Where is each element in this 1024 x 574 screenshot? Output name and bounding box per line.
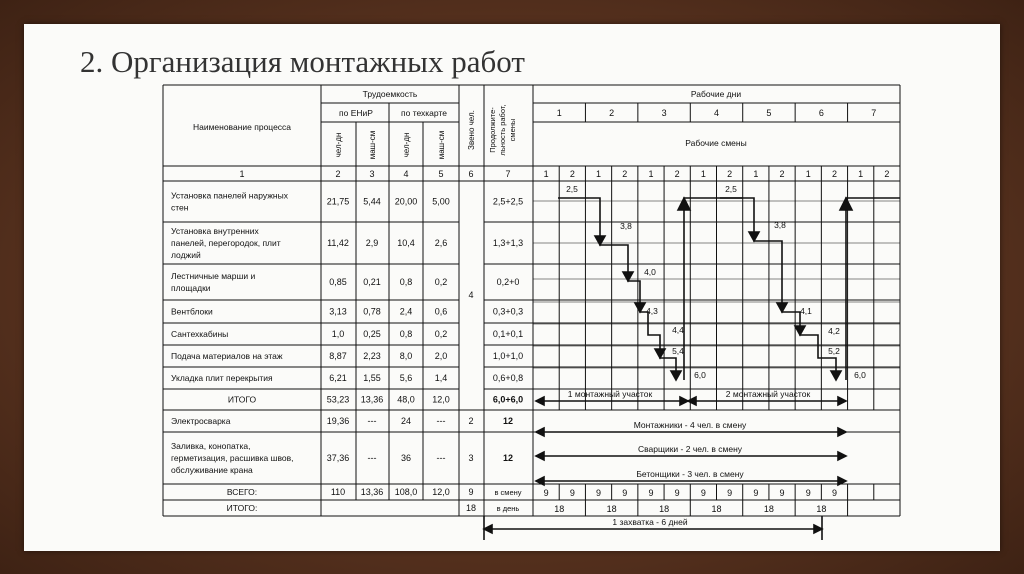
shift-number: 1 bbox=[543, 169, 549, 179]
process-name: Сантехкабины bbox=[171, 329, 229, 339]
value-duration: 1,3+1,3 bbox=[492, 238, 524, 248]
shift-number: 1 bbox=[700, 169, 706, 179]
arrowhead-down bbox=[777, 303, 787, 312]
section-2-span-arrow-right bbox=[838, 397, 846, 405]
per-shift-count: 9 bbox=[700, 488, 706, 498]
arrowhead-down bbox=[623, 272, 633, 281]
value-enir-man-days: 21,75 bbox=[326, 196, 350, 207]
arrowhead-down bbox=[655, 349, 665, 358]
value-techmap-man-days: 108,0 bbox=[394, 487, 418, 497]
shift-number: 2 bbox=[831, 169, 837, 179]
value-duration: 0,3+0,3 bbox=[492, 306, 524, 317]
per-shift-count: 9 bbox=[622, 488, 628, 498]
arrowhead-down bbox=[749, 232, 759, 241]
header-day-number: 4 bbox=[713, 108, 720, 118]
shift-number: 2 bbox=[884, 169, 890, 179]
value-techmap-man-days: 0,8 bbox=[399, 277, 413, 287]
header-day-number: 3 bbox=[661, 108, 667, 118]
header-labor: Трудоемкость bbox=[362, 89, 418, 99]
header-crew: Звено чел. bbox=[467, 110, 476, 150]
gantt-duration-label: 3,8 bbox=[620, 221, 632, 231]
value-enir-machine-shifts: 2,23 bbox=[363, 351, 381, 361]
header-man-days: чел-дн bbox=[402, 132, 411, 158]
column-number: 3 bbox=[369, 169, 375, 179]
header-day-number: 2 bbox=[609, 108, 615, 118]
value-enir-machine-shifts: --- bbox=[367, 416, 377, 426]
shift-number: 1 bbox=[805, 169, 811, 179]
process-name: лоджий bbox=[171, 250, 201, 260]
value-enir-man-days: 0,85 bbox=[329, 277, 347, 287]
concreters-span-label: Бетонщики - 3 чел. в смену bbox=[636, 469, 744, 479]
per-day-count: 18 bbox=[606, 504, 617, 514]
gantt-duration-label: 6,0 bbox=[694, 370, 706, 380]
value-enir-machine-shifts: 5,44 bbox=[363, 196, 381, 207]
value-duration: 12 bbox=[502, 416, 514, 426]
per-day-count: 18 bbox=[711, 504, 722, 514]
arrowhead-down bbox=[671, 371, 681, 380]
process-name: обслуживание крана bbox=[171, 465, 253, 475]
per-shift-count: 9 bbox=[753, 488, 759, 498]
gantt-duration-label: 4,0 bbox=[644, 267, 656, 277]
value-techmap-man-days: 20,00 bbox=[394, 196, 418, 207]
header-machine-shifts: маш-см bbox=[437, 130, 446, 160]
process-name: Укладка плит перекрытия bbox=[171, 373, 273, 383]
value-enir-man-days: 37,36 bbox=[326, 453, 350, 463]
gantt-duration-label: 2,5 bbox=[725, 184, 737, 194]
welders-span-label: Сварщики - 2 чел. в смену bbox=[637, 444, 743, 454]
per-shift-count: 9 bbox=[727, 488, 733, 498]
process-name: Электросварка bbox=[171, 416, 231, 426]
value-enir-man-days: 53,23 bbox=[326, 394, 350, 405]
header-by-enir: по ЕНиР bbox=[339, 108, 373, 118]
section-2-span-arrow-left bbox=[688, 397, 696, 405]
value-techmap-man-days: 48,0 bbox=[397, 394, 415, 405]
header-machine-shifts: маш-см bbox=[368, 130, 377, 160]
gantt-return-line-1 bbox=[684, 198, 743, 380]
column-number: 7 bbox=[505, 169, 511, 179]
per-day-count: 18 bbox=[816, 504, 827, 514]
value-enir-machine-shifts: 0,21 bbox=[363, 277, 381, 287]
process-name: Вентблоки bbox=[171, 306, 213, 317]
value-duration: в смену bbox=[494, 488, 522, 497]
value-duration: 0,6+0,8 bbox=[492, 373, 524, 383]
value-techmap-machine-shifts: 2,6 bbox=[434, 238, 448, 248]
value-enir-machine-shifts: 0,78 bbox=[363, 306, 381, 317]
column-number: 4 bbox=[403, 169, 409, 179]
header-day-number: 1 bbox=[556, 108, 562, 118]
header-process-name: Наименование процесса bbox=[192, 122, 292, 132]
value-enir-machine-shifts: --- bbox=[367, 453, 377, 463]
per-day-count: 18 bbox=[659, 504, 670, 514]
value-enir-machine-shifts: 1,55 bbox=[363, 373, 381, 383]
slide-title: 2. Организация монтажных работ bbox=[80, 44, 525, 79]
process-name: герметизация, расшивка швов, bbox=[171, 453, 294, 463]
header-duration: смены bbox=[508, 118, 517, 142]
header-day-number: 6 bbox=[818, 108, 824, 118]
value-enir-machine-shifts: 0,25 bbox=[363, 329, 381, 339]
shift-number: 2 bbox=[779, 169, 785, 179]
per-shift-count: 9 bbox=[543, 488, 549, 498]
process-name: ВСЕГО: bbox=[226, 487, 258, 497]
process-name: Установка внутренних bbox=[171, 226, 259, 236]
value-techmap-man-days: 2,4 bbox=[399, 306, 413, 317]
header-working-days: Рабочие дни bbox=[690, 89, 742, 99]
value-techmap-machine-shifts: 0,6 bbox=[434, 306, 448, 317]
value-enir-man-days: 3,13 bbox=[329, 306, 347, 317]
value-enir-man-days: 19,36 bbox=[326, 416, 350, 426]
process-name: стен bbox=[171, 202, 189, 213]
value-enir-man-days: 110 bbox=[330, 487, 346, 497]
value-techmap-man-days: 36 bbox=[400, 453, 412, 463]
value-enir-machine-shifts: 13,36 bbox=[360, 394, 384, 405]
value-techmap-man-days: 8,0 bbox=[399, 351, 413, 361]
value-enir-man-days: 8,87 bbox=[329, 351, 347, 361]
value-techmap-machine-shifts: 12,0 bbox=[432, 487, 450, 497]
shift-number: 1 bbox=[753, 169, 759, 179]
per-day-count: 18 bbox=[763, 504, 774, 514]
value-techmap-machine-shifts: --- bbox=[436, 453, 446, 463]
gantt-return-line-2 bbox=[846, 198, 900, 380]
value-enir-machine-shifts: 13,36 bbox=[360, 487, 384, 497]
gantt-duration-label: 3,8 bbox=[774, 220, 786, 230]
column-number: 5 bbox=[438, 169, 444, 179]
process-name: Лестничные марши и bbox=[171, 271, 256, 281]
section-2-span-label: 2 монтажный участок bbox=[725, 389, 811, 399]
value-enir-man-days: 6,21 bbox=[329, 373, 347, 383]
header-day-number: 5 bbox=[766, 108, 772, 118]
mounters-span-label: Монтажники - 4 чел. в смену bbox=[633, 420, 747, 430]
gantt-duration-label: 4,3 bbox=[646, 306, 658, 316]
gantt-duration-label: 6,0 bbox=[854, 370, 866, 380]
column-number: 6 bbox=[468, 169, 474, 179]
process-name: Установка панелей наружных bbox=[171, 190, 288, 201]
value-crew: 2 bbox=[468, 416, 474, 426]
grip-span-arrow-right bbox=[814, 525, 822, 533]
section-1-span-arrow-left bbox=[536, 397, 544, 405]
shift-number: 1 bbox=[858, 169, 864, 179]
value-crew: 9 bbox=[468, 487, 474, 497]
value-techmap-machine-shifts: 5,00 bbox=[432, 196, 450, 207]
mounters-span-arrow-right bbox=[838, 428, 846, 436]
value-techmap-machine-shifts: 2,0 bbox=[434, 351, 448, 361]
section-1-span-label: 1 монтажный участок bbox=[567, 389, 653, 399]
value-duration: 12 bbox=[502, 453, 514, 463]
value-techmap-machine-shifts: 0,2 bbox=[434, 329, 448, 339]
shift-number: 2 bbox=[727, 169, 733, 179]
welders-span-arrow-left bbox=[536, 452, 544, 460]
value-techmap-man-days: 24 bbox=[400, 416, 412, 426]
per-shift-count: 9 bbox=[569, 488, 575, 498]
process-name: ИТОГО: bbox=[226, 503, 258, 513]
value-duration: в день bbox=[496, 504, 520, 513]
value-techmap-man-days: 10,4 bbox=[397, 238, 415, 248]
value-techmap-machine-shifts: 0,2 bbox=[434, 277, 448, 287]
value-enir-man-days: 1,0 bbox=[331, 329, 345, 339]
grip-span-arrow-left bbox=[484, 525, 492, 533]
arrowhead-up bbox=[840, 198, 852, 210]
gantt-duration-label: 4,2 bbox=[828, 326, 840, 336]
header-duration: Продолжите- bbox=[488, 107, 497, 153]
per-shift-count: 9 bbox=[674, 488, 680, 498]
value-enir-machine-shifts: 2,9 bbox=[365, 238, 379, 248]
per-shift-count: 9 bbox=[779, 488, 785, 498]
shift-number: 2 bbox=[622, 169, 628, 179]
per-shift-count: 9 bbox=[805, 488, 811, 498]
value-duration: 0,2+0 bbox=[496, 277, 520, 287]
gantt-duration-label: 4,1 bbox=[800, 306, 812, 316]
arrowhead-down bbox=[831, 371, 841, 380]
column-number: 1 bbox=[239, 169, 245, 179]
gantt-duration-label: 5,4 bbox=[672, 346, 684, 356]
gantt-duration-label: 2,5 bbox=[566, 184, 578, 194]
per-day-count: 18 bbox=[554, 504, 565, 514]
value-duration: 6,0+6,0 bbox=[492, 394, 524, 405]
value-techmap-man-days: 0,8 bbox=[399, 329, 413, 339]
column-number: 2 bbox=[335, 169, 341, 179]
header-by-techmap: по техкарте bbox=[401, 108, 447, 118]
gantt-duration-label: 4,4 bbox=[672, 325, 684, 335]
process-name: ИТОГО bbox=[227, 394, 257, 405]
shift-number: 1 bbox=[648, 169, 654, 179]
value-techmap-machine-shifts: 12,0 bbox=[432, 394, 450, 405]
shift-number: 2 bbox=[674, 169, 680, 179]
arrowhead-down bbox=[795, 326, 805, 335]
value-duration: 0,1+0,1 bbox=[492, 329, 524, 339]
value-crew: 18 bbox=[465, 503, 477, 513]
value-techmap-man-days: 5,6 bbox=[399, 373, 413, 383]
process-name: Заливка, конопатка, bbox=[171, 441, 251, 451]
header-working-shifts: Рабочие смены bbox=[685, 138, 747, 148]
header-day-number: 7 bbox=[871, 108, 877, 118]
mounters-span-arrow-left bbox=[536, 428, 544, 436]
process-name: панелей, перегородок, плит bbox=[171, 238, 281, 248]
header-duration: льность работ, bbox=[498, 104, 507, 156]
process-name: Подача материалов на этаж bbox=[171, 351, 283, 361]
arrowhead-up bbox=[678, 198, 690, 210]
process-name: площадки bbox=[171, 283, 211, 293]
value-crew-merged: 4 bbox=[468, 290, 474, 300]
gantt-duration-label: 5,2 bbox=[828, 346, 840, 356]
shift-number: 1 bbox=[596, 169, 602, 179]
shift-number: 2 bbox=[569, 169, 575, 179]
arrowhead-down bbox=[635, 303, 645, 312]
value-techmap-machine-shifts: --- bbox=[436, 416, 446, 426]
value-duration: 2,5+2,5 bbox=[492, 196, 524, 207]
per-shift-count: 9 bbox=[596, 488, 602, 498]
value-duration: 1,0+1,0 bbox=[492, 351, 524, 361]
welders-span-arrow-right bbox=[838, 452, 846, 460]
grip-span-label: 1 захватка - 6 дней bbox=[612, 517, 688, 527]
per-shift-count: 9 bbox=[648, 488, 654, 498]
arrowhead-down bbox=[595, 236, 605, 245]
header-man-days: чел-дн bbox=[334, 132, 343, 158]
value-enir-man-days: 11,42 bbox=[327, 238, 349, 248]
per-shift-count: 9 bbox=[831, 488, 837, 498]
value-techmap-machine-shifts: 1,4 bbox=[434, 373, 448, 383]
value-crew: 3 bbox=[468, 453, 474, 463]
